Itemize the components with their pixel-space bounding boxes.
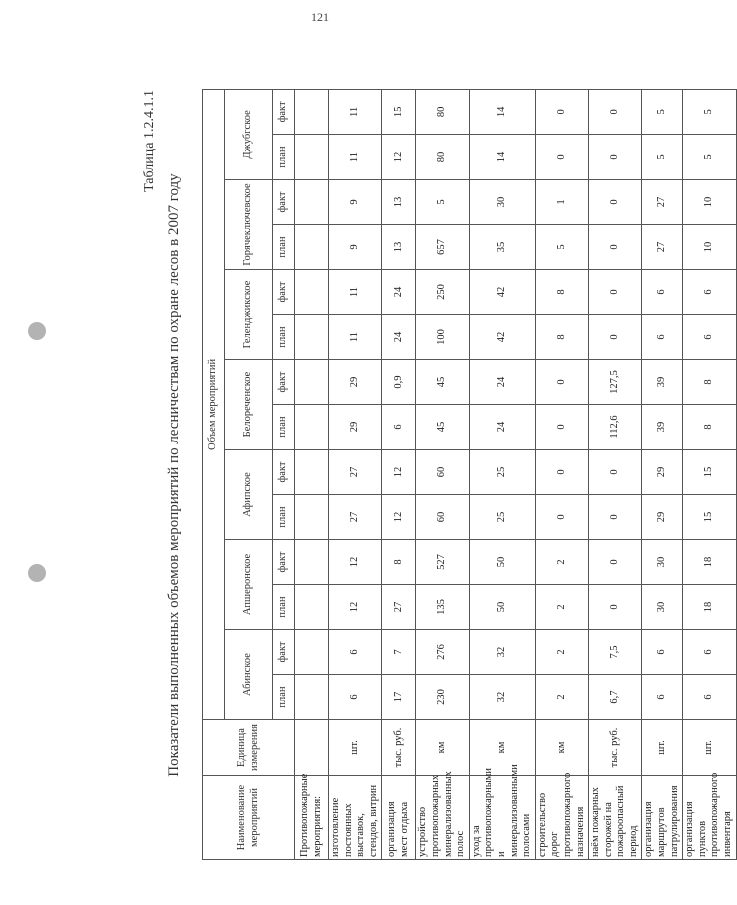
row-value: 8 xyxy=(535,315,588,360)
row-value xyxy=(295,585,329,630)
row-value: 29 xyxy=(329,360,382,405)
table-row xyxy=(469,89,535,859)
row-value: 18 xyxy=(683,585,736,630)
row-value: 11 xyxy=(329,135,382,180)
row-name: наём пожарных сторожей на пожароопасный период xyxy=(589,776,642,860)
row-value: 112,6 xyxy=(589,405,642,450)
row-value: 10 xyxy=(683,180,736,225)
row-unit: км xyxy=(535,720,588,776)
row-value: 24 xyxy=(469,360,535,405)
punch-hole xyxy=(28,322,46,340)
row-value: 0 xyxy=(589,315,642,360)
row-value: 6 xyxy=(329,630,382,675)
header-plan: план xyxy=(273,315,295,360)
row-value: 11 xyxy=(329,270,382,315)
table-title: Показатели выполненных объемов мероприятий по лесничествам по охране лесов в 2007 году xyxy=(166,173,182,777)
row-value xyxy=(295,270,329,315)
row-value xyxy=(295,315,329,360)
header-plan: план xyxy=(273,675,295,720)
row-value: 0 xyxy=(589,180,642,225)
row-value: 24 xyxy=(382,270,416,315)
row-value: 0 xyxy=(589,495,642,540)
row-value: 0 xyxy=(535,360,588,405)
row-value: 5 xyxy=(642,135,683,180)
row-value: 0 xyxy=(589,135,642,180)
row-value: 10 xyxy=(683,225,736,270)
row-value: 5 xyxy=(416,180,469,225)
row-value xyxy=(295,495,329,540)
row-value: 13 xyxy=(382,225,416,270)
row-value: 527 xyxy=(416,540,469,585)
row-value: 6 xyxy=(642,270,683,315)
row-value: 27 xyxy=(329,495,382,540)
header-fact: факт xyxy=(273,180,295,225)
row-value xyxy=(295,630,329,675)
row-value: 0,9 xyxy=(382,360,416,405)
header-fact: факт xyxy=(273,450,295,495)
row-value xyxy=(295,225,329,270)
row-value: 45 xyxy=(416,405,469,450)
row-value: 27 xyxy=(382,585,416,630)
row-value xyxy=(295,135,329,180)
row-value: 42 xyxy=(469,270,535,315)
row-value: 2 xyxy=(535,585,588,630)
header-plan: план xyxy=(273,135,295,180)
row-value: 27 xyxy=(642,225,683,270)
row-unit: км xyxy=(469,720,535,776)
row-unit: шт. xyxy=(642,720,683,776)
row-value: 13 xyxy=(382,180,416,225)
row-value: 18 xyxy=(683,540,736,585)
table-label: Таблица 1.2.4.1.1 xyxy=(142,90,157,192)
data-table xyxy=(202,89,737,860)
header-forestry: Апшеронское xyxy=(225,540,273,630)
header-unit: Единица измерения xyxy=(203,720,295,776)
row-value: 80 xyxy=(416,135,469,180)
row-value: 39 xyxy=(642,405,683,450)
row-value: 14 xyxy=(469,89,535,134)
row-value: 8 xyxy=(382,540,416,585)
row-value: 27 xyxy=(642,180,683,225)
row-value: 127,5 xyxy=(589,360,642,405)
row-value xyxy=(295,405,329,450)
row-name: строительство дорог противопожарного назначения xyxy=(535,776,588,860)
row-value: 6 xyxy=(683,675,736,720)
row-value: 12 xyxy=(382,135,416,180)
table-row xyxy=(329,89,382,859)
row-value: 100 xyxy=(416,315,469,360)
row-value: 14 xyxy=(469,135,535,180)
row-value: 9 xyxy=(329,225,382,270)
row-value: 0 xyxy=(589,540,642,585)
row-value: 8 xyxy=(535,270,588,315)
row-value: 45 xyxy=(416,360,469,405)
row-value: 250 xyxy=(416,270,469,315)
rotated-table-block xyxy=(142,90,734,860)
row-value: 29 xyxy=(642,495,683,540)
header-plan: план xyxy=(273,405,295,450)
row-unit: шт. xyxy=(683,720,736,776)
row-name: организация пунктов противопожарного инвентаря xyxy=(683,776,736,860)
row-value: 29 xyxy=(642,450,683,495)
row-value xyxy=(295,89,329,134)
row-value: 2 xyxy=(535,675,588,720)
table-row xyxy=(416,89,469,859)
row-value: 8 xyxy=(683,405,736,450)
table-row xyxy=(382,89,416,859)
header-fact: факт xyxy=(273,540,295,585)
row-value: 27 xyxy=(329,450,382,495)
row-unit: тыс. руб. xyxy=(382,720,416,776)
page-number: 121 xyxy=(311,10,329,24)
header-forestry: Белореченское xyxy=(225,360,273,450)
row-value: 6 xyxy=(683,315,736,360)
row-value: 15 xyxy=(382,89,416,134)
row-unit: шт. xyxy=(329,720,382,776)
row-value: 6 xyxy=(642,675,683,720)
table-row xyxy=(683,89,736,859)
row-value: 12 xyxy=(329,540,382,585)
row-name: изготовление постоянных выставок, стендов, витрин xyxy=(329,776,382,860)
row-value: 5 xyxy=(683,89,736,134)
row-value: 1 xyxy=(535,180,588,225)
row-value: 6 xyxy=(642,315,683,360)
header-fact: факт xyxy=(273,89,295,134)
row-value: 0 xyxy=(589,225,642,270)
row-value xyxy=(295,540,329,585)
row-value: 7,5 xyxy=(589,630,642,675)
row-value: 0 xyxy=(535,450,588,495)
row-value: 30 xyxy=(642,585,683,630)
row-value: 15 xyxy=(683,495,736,540)
row-value: 5 xyxy=(535,225,588,270)
row-value: 6 xyxy=(683,630,736,675)
row-value: 50 xyxy=(469,540,535,585)
header-forestry: Абинское xyxy=(225,630,273,720)
row-value: 15 xyxy=(683,450,736,495)
row-unit xyxy=(295,720,329,776)
row-value: 0 xyxy=(589,89,642,134)
row-value: 25 xyxy=(469,495,535,540)
header-forestry: Геленджикское xyxy=(225,270,273,360)
row-value: 12 xyxy=(382,495,416,540)
row-value: 80 xyxy=(416,89,469,134)
row-value: 230 xyxy=(416,675,469,720)
row-value: 24 xyxy=(469,405,535,450)
row-value xyxy=(295,450,329,495)
row-value: 135 xyxy=(416,585,469,630)
row-value: 12 xyxy=(329,585,382,630)
row-value xyxy=(295,360,329,405)
row-name: устройство противопожарных минерализованных полос xyxy=(416,776,469,860)
header-fact: факт xyxy=(273,630,295,675)
row-value: 0 xyxy=(589,585,642,630)
header-plan: план xyxy=(273,495,295,540)
row-value: 6 xyxy=(683,270,736,315)
row-value: 5 xyxy=(642,89,683,134)
row-value: 6 xyxy=(329,675,382,720)
row-value: 276 xyxy=(416,630,469,675)
row-value: 32 xyxy=(469,630,535,675)
header-forestry: Горячеключевское xyxy=(225,180,273,270)
row-value: 42 xyxy=(469,315,535,360)
row-name: организация маршрутов патрулирования xyxy=(642,776,683,860)
row-value: 6,7 xyxy=(589,675,642,720)
row-value: 0 xyxy=(535,495,588,540)
header-name: Наименование мероприятий xyxy=(203,776,295,860)
row-value: 657 xyxy=(416,225,469,270)
header-fact: факт xyxy=(273,270,295,315)
header-plan: план xyxy=(273,585,295,630)
table-row xyxy=(589,89,642,859)
row-value xyxy=(295,675,329,720)
row-value: 60 xyxy=(416,495,469,540)
header-forestry: Афипское xyxy=(225,450,273,540)
row-value: 60 xyxy=(416,450,469,495)
row-value: 9 xyxy=(329,180,382,225)
row-value: 25 xyxy=(469,450,535,495)
row-value: 35 xyxy=(469,225,535,270)
row-value xyxy=(295,180,329,225)
row-value: 0 xyxy=(589,450,642,495)
row-value: 11 xyxy=(329,89,382,134)
row-value: 24 xyxy=(382,315,416,360)
row-value: 12 xyxy=(382,450,416,495)
header-forestry: Джубгское xyxy=(225,89,273,179)
punch-hole xyxy=(28,564,46,582)
header-group: Объем мероприятий xyxy=(203,89,225,719)
row-value: 32 xyxy=(469,675,535,720)
row-value: 0 xyxy=(535,135,588,180)
row-value: 8 xyxy=(683,360,736,405)
row-unit: тыс. руб. xyxy=(589,720,642,776)
row-name: уход за противопожарными и минерализованными полосами xyxy=(469,776,535,860)
row-value: 30 xyxy=(469,180,535,225)
row-value: 0 xyxy=(589,270,642,315)
row-value: 5 xyxy=(683,135,736,180)
row-value: 2 xyxy=(535,630,588,675)
header-plan: план xyxy=(273,225,295,270)
row-name: Противопожарные мероприятия: xyxy=(295,776,329,860)
row-value: 50 xyxy=(469,585,535,630)
row-value: 29 xyxy=(329,405,382,450)
row-value: 6 xyxy=(382,405,416,450)
table-row xyxy=(535,89,588,859)
row-value: 0 xyxy=(535,405,588,450)
row-value: 7 xyxy=(382,630,416,675)
row-unit: км xyxy=(416,720,469,776)
row-value: 11 xyxy=(329,315,382,360)
row-value: 17 xyxy=(382,675,416,720)
row-value: 0 xyxy=(535,89,588,134)
row-name: организация мест отдыха xyxy=(382,776,416,860)
row-value: 39 xyxy=(642,360,683,405)
table-row xyxy=(642,89,683,859)
row-value: 6 xyxy=(642,630,683,675)
row-value: 30 xyxy=(642,540,683,585)
row-value: 2 xyxy=(535,540,588,585)
table-row xyxy=(295,89,329,859)
header-fact: факт xyxy=(273,360,295,405)
